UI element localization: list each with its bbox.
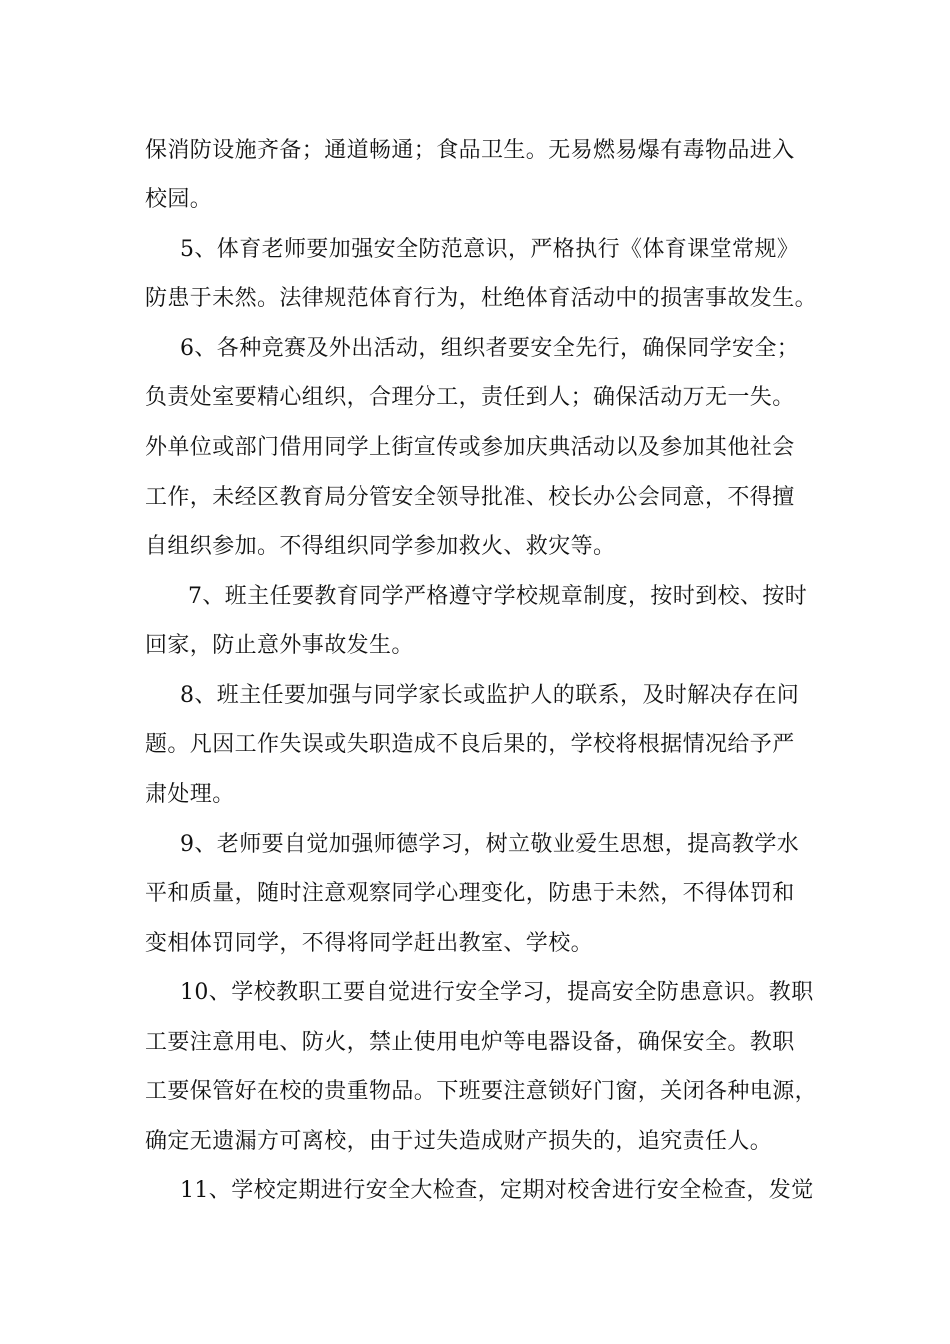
text-line: 工要保管好在校的贵重物品。下班要注意锁好门窗，关闭各种电源， <box>145 1079 818 1104</box>
text-line: 自组织参加。不得组织同学参加救火、救灾等。 <box>145 534 616 559</box>
text-line: 工作，未经区教育局分管安全领导批准、校长办公会同意，不得擅 <box>145 485 795 510</box>
text-line: 8、班主任要加强与同学家长或监护人的联系，及时解决存在问 <box>180 683 800 708</box>
text-line: 校园。 <box>145 187 213 212</box>
text-line: 负责处室要精心组织，合理分工，责任到人；确保活动万无一失。 <box>145 385 795 410</box>
text-line: 防患于未然。法律规范体育行为，杜绝体育活动中的损害事故发生。 <box>145 286 818 311</box>
text-line: 10、学校教职工要自觉进行安全学习，提高安全防患意识。教职 <box>180 980 814 1005</box>
text-line: 7、班主任要教育同学严格遵守学校规章制度，按时到校、按时 <box>188 584 808 609</box>
text-line: 6、各种竞赛及外出活动，组织者要安全先行，确保同学安全； <box>180 336 800 361</box>
text-line: 外单位或部门借用同学上街宣传或参加庆典活动以及参加其他社会 <box>145 435 795 460</box>
text-line: 确定无遗漏方可离校，由于过失造成财产损失的，追究责任人。 <box>145 1129 773 1154</box>
text-line: 11、学校定期进行安全大检查，定期对校舍进行安全检查，发觉 <box>180 1178 814 1203</box>
text-line: 平和质量，随时注意观察同学心理变化，防患于未然，不得体罚和 <box>145 881 795 906</box>
text-line: 题。凡因工作失误或失职造成不良后果的，学校将根据情况给予严 <box>145 732 795 757</box>
text-line: 5、体育老师要加强安全防范意识，严格执行《体育课堂常规》 <box>180 237 800 262</box>
text-line: 变相体罚同学，不得将同学赶出教室、学校。 <box>145 931 594 956</box>
text-line: 肃处理。 <box>145 782 235 807</box>
text-line: 保消防设施齐备；通道畅通；食品卫生。无易燃易爆有毒物品进入 <box>145 138 795 163</box>
text-line: 9、老师要自觉加强师德学习，树立敬业爱生思想，提高教学水 <box>180 832 800 857</box>
text-line: 回家，防止意外事故发生。 <box>145 633 414 658</box>
text-line: 工要注意用电、防火，禁止使用电炉等电器设备，确保安全。教职 <box>145 1030 795 1055</box>
